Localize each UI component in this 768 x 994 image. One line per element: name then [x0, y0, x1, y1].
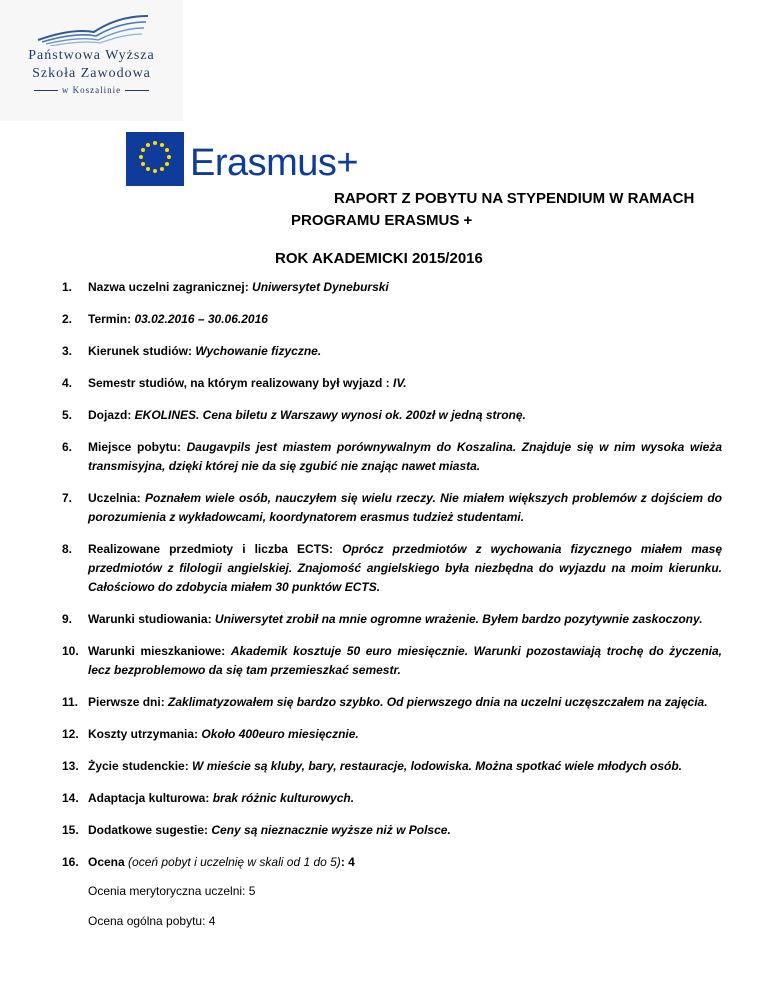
item-number: 16. [62, 855, 79, 869]
rating-note: (oceń pobyt i uczelnię w skali od 1 do 5) [124, 855, 341, 869]
list-item [62, 310, 722, 329]
logo-line-2: Szkoła Zawodowa [32, 66, 151, 81]
school-logo [0, 0, 183, 121]
item-number: 15. [62, 823, 79, 837]
list-item [62, 610, 722, 629]
item-question: Dodatkowe sugestie: [88, 823, 212, 837]
item-number: 2. [62, 312, 73, 326]
item-question: Pierwsze dni: [88, 695, 169, 709]
logo-line-1: Państwowa Wyższa [28, 48, 155, 63]
list-item [62, 489, 722, 527]
list-item [62, 821, 722, 840]
report-items [62, 278, 722, 944]
item-answer: Akademik kosztuje 50 euro miesięcznie. Warunki pozostawiają trochę do życzenia, lecz bezproblemowo da się tam przemieszkać semestr. [88, 644, 722, 677]
item-question: Termin: [88, 312, 135, 326]
rating-academic: Ocenia merytoryczna uczelni: 5 [88, 884, 256, 898]
item-answer: EKOLINES. Cena biletu z Warszawy wynosi ok. 200zł w jedną stronę. [134, 408, 526, 422]
academic-year-title: ROK AKADEMICKI 2015/2016 [275, 250, 483, 267]
item-question: Dojazd: [88, 408, 135, 422]
item-answer: Około 400euro miesięcznie. [201, 727, 359, 741]
item-answer: IV. [392, 376, 407, 390]
item-answer: W mieście są kluby, bary, restauracje, lodowiska. Można spotkać wiele młodych osób. [192, 759, 682, 773]
item-number: 12. [62, 727, 79, 741]
item-answer: brak różnic kulturowych. [212, 791, 355, 805]
item-number: 6. [62, 440, 73, 454]
item-number: 5. [62, 408, 73, 422]
item-answer: Oprócz przedmiotów z wychowania fizycznego miałem masę przedmiotów z filologii angielskiej. Znajomość angielskiego była niezbędna do wyjazdu na moim kierunku. Całościowo do zdobycia miałem 30 punktów ECTS. [88, 542, 722, 594]
item-question: Uczelnia: [88, 491, 145, 505]
item-question: Kierunek studiów: [88, 344, 196, 358]
item-number: 10. [62, 644, 79, 658]
item-question: Warunki mieszkaniowe: [88, 644, 231, 658]
item-number: 9. [62, 612, 73, 626]
item-question: Semestr studiów, na którym realizowany był wyjazd : [88, 376, 393, 390]
list-item-rating [62, 853, 722, 931]
list-item [62, 540, 722, 597]
item-number: 7. [62, 491, 73, 505]
list-item [62, 342, 722, 361]
eu-stars-icon [126, 132, 184, 186]
item-number: 4. [62, 376, 73, 390]
item-question: Koszty utrzymania: [88, 727, 202, 741]
item-answer: Zaklimatyzowałem się bardzo szybko. Od pierwszego dnia na uczelni uczęszczałem na zajęcia. [168, 695, 708, 709]
list-item [62, 374, 722, 393]
rating-overall: Ocena ogólna pobytu: 4 [88, 914, 216, 928]
list-item [62, 438, 722, 476]
item-answer: Uniwersytet Dyneburski [252, 280, 389, 294]
list-item [62, 789, 722, 808]
item-number: 3. [62, 344, 73, 358]
item-question: Ocena [88, 855, 125, 869]
item-question: Nazwa uczelni zagranicznej: [88, 280, 253, 294]
item-number: 1. [62, 280, 73, 294]
item-answer: Uniwersytet zrobił na mnie ogromne wrażenie. Byłem bardzo pozytywnie zaskoczony. [214, 612, 703, 626]
item-answer: Daugavpils jest miastem porównywalnym do Koszalina. Znajduje się w nim wysoka wieża transmisyjna, dzięki której nie da się zgubić nie znając nawet miasta. [88, 440, 722, 473]
item-answer: Ceny są nieznacznie wyższe niż w Polsce. [211, 823, 451, 837]
item-question: Realizowane przedmioty i liczba ECTS: [88, 542, 343, 556]
eu-flag-icon [126, 132, 184, 186]
item-question: Miejsce pobytu: [88, 440, 187, 454]
report-title-line-2: PROGRAMU ERASMUS + [291, 212, 473, 229]
list-item [62, 642, 722, 680]
logo-line-3 [0, 85, 183, 95]
item-question: Adaptacja kulturowa: [88, 791, 213, 805]
list-item [62, 725, 722, 744]
rating-score: 4 [348, 855, 355, 869]
item-answer: 03.02.2016 – 30.06.2016 [134, 312, 268, 326]
list-item [62, 406, 722, 425]
list-item [62, 757, 722, 776]
item-question: Warunki studiowania: [88, 612, 215, 626]
erasmus-wordmark: Erasmus+ [190, 142, 359, 184]
wings-icon [32, 10, 152, 46]
rating-details [88, 882, 722, 931]
item-number: 13. [62, 759, 79, 773]
item-number: 11. [62, 695, 79, 709]
report-title-line-1: RAPORT Z POBYTU NA STYPENDIUM W RAMACH [334, 190, 695, 207]
item-answer: Poznałem wiele osób, nauczyłem się wielu rzeczy. Nie miałem większych problemów z dojściem do porozumienia z wykładowcami, koordynatorem erasmus tudzież studentami. [88, 491, 722, 524]
logo-line-3-text: w Koszalinie [61, 85, 122, 95]
item-number: 8. [62, 542, 73, 556]
item-number: 14. [62, 791, 79, 805]
list-item [62, 693, 722, 712]
list-item [62, 278, 722, 297]
rating-colon: : [340, 855, 349, 869]
item-answer: Wychowanie fizyczne. [195, 344, 322, 358]
item-question: Życie studenckie: [88, 759, 193, 773]
